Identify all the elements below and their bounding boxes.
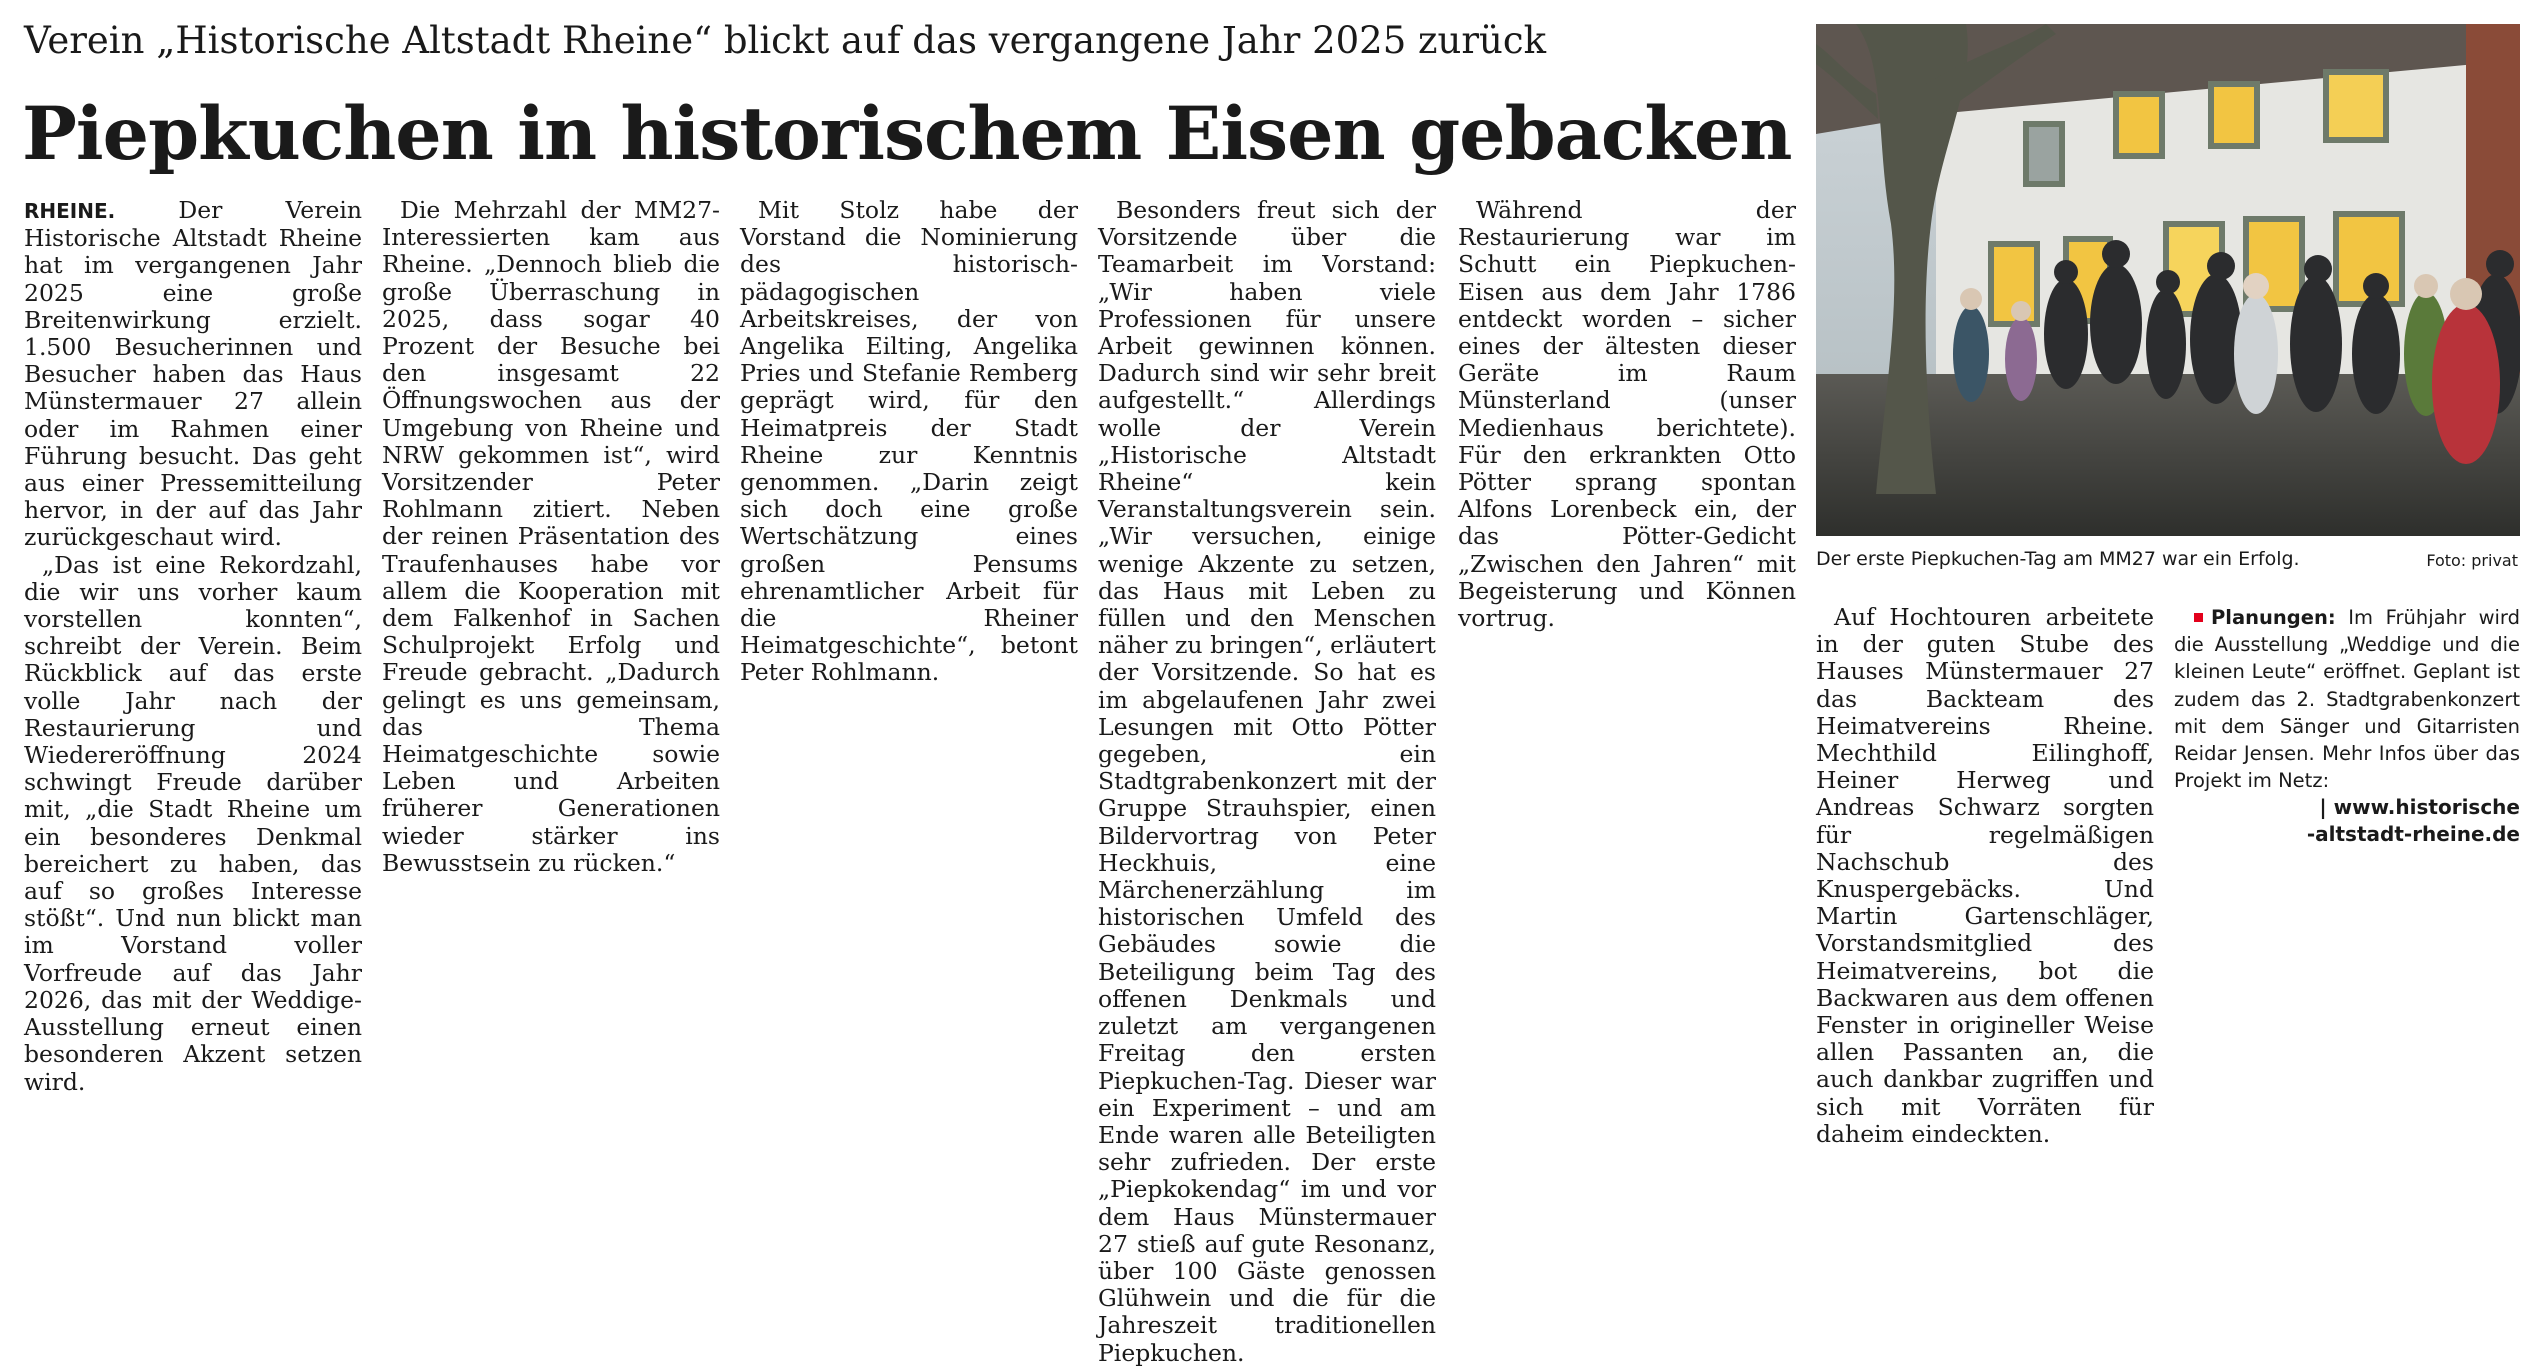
photo-credit: Foto: privat — [2426, 551, 2518, 570]
red-bullet-icon — [2194, 613, 2203, 622]
infobox-label: Planungen: — [2211, 606, 2336, 629]
article-photo — [1816, 24, 2520, 536]
paragraph-7: Auf Hochtouren arbeitete in der guten Stube des Hauses Münstermauer 27 das Backteam des Heimatvereins Rheine. Mechthild Eilinghoff, Heiner Herweg und Andreas Schwarz sorgten für regelmäßigen Nachschub des Knuspergebäcks. Und Martin Gartenschläger, Vorstandsmitglied des Heimatvereins, bot die Backwaren aus dem offenen Fenster in origineller Weise allen Passanten an, die auch dankbar zugriffen und sich mit Vorräten für daheim eindeckten. — [1816, 603, 2154, 1148]
paragraph-3: Die Mehrzahl der MM27-Interessierten kam aus Rheine. „Dennoch blieb die große Überraschung in 2025, dass sogar 40 Prozent der Besuche bei den insgesamt 22 Öffnungswochen aus der Umgebung von Rheine und NRW gekommen ist“, wird Vorsitzender Peter Rohlmann zitiert. Neben der reinen Präsentation des Traufenhauses habe vor allem die Kooperation mit dem Falkenhof in Sachen Schulprojekt Erfolg und Freude gebracht. „Dadurch gelingt es uns gemeinsam, das Thema Heimatgeschichte sowie Leben und Arbeiten früherer Generationen wieder stärker ins Bewusstsein zu rücken.“ — [382, 196, 720, 877]
text-column-3 — [740, 197, 1078, 687]
photo-caption — [1816, 547, 2520, 571]
website-link-line-1[interactable]: | www.historische — [2319, 795, 2520, 820]
paragraph-intro — [24, 197, 362, 552]
planning-infobox — [2174, 604, 2520, 794]
paragraph-4: Mit Stolz habe der Vorstand die Nominierung des historisch-pädagogischen Arbeitskreises, der von Angelika Eilting, Angelika Pries und Stefanie Remberg geprägt wird, für den Heimatpreis der Stadt Rheine zur Kenntnis genommen. „Darin zeigt sich doch eine große Wertschätzung eines großen Pensums ehrenamtlicher Arbeit für die Rheiner Heimatgeschichte“, betont Peter Rohlmann. — [740, 196, 1078, 687]
infobox-text: Im Frühjahr wird die Ausstellung „Weddige und die kleinen Leute“ eröffnet. Geplant ist zudem das 2. Stadtgrabenkonzert mit dem Sänger und Gitarristen Reidar Jensen. Mehr Infos über das Projekt im Netz: — [2174, 606, 2520, 793]
website-link[interactable] — [2174, 794, 2520, 848]
paragraph-6: Während der Restaurierung war im Schutt ein Piepkuchen-Eisen aus dem Jahr 1786 entdeckt worden – sicher eines der ältesten dieser Geräte im Raum Münsterland (unser Medienhaus berichtete). Für den erkrankten Otto Pötter sprang spontan Alfons Lorenbeck ein, der das Pötter-Gedicht „Zwischen den Jahren“ mit Begeisterung und Können vortrug. — [1458, 196, 1796, 633]
text-column-5 — [1458, 197, 1796, 632]
article-kicker: Verein „Historische Altstadt Rheine“ blickt auf das vergangene Jahr 2025 zurück — [24, 19, 1546, 62]
website-link-line-2[interactable]: -altstadt-rheine.de — [2306, 822, 2520, 847]
paragraph-5: Besonders freut sich der Vorsitzende über die Teamarbeit im Vorstand: „Wir haben viele Professionen für unsere Arbeit gewinnen können. Dadurch sind wir sehr breit aufgestellt.“ Allerdings wolle der Verein „Historische Altstadt Rheine“ kein Veranstaltungsverein sein. „Wir versuchen, einige wenige Akzente zu setzen, das Haus mit Leben zu füllen und den Menschen näher zu bringen“, erläutert der Vorsitzende. So hat es im abgelaufenen Jahr zwei Lesungen mit Otto Pötter gegeben, ein Stadtgrabenkonzert mit der Gruppe Strauhspier, einen Bildervortrag von Peter Heckhuis, eine Märchenerzählung im historischen Umfeld des Gebäudes sowie die Beteiligung beim Tag des offenen Denkmals und zuletzt am vergangenen Freitag den ersten Piepkuchen-Tag. Dieser war ein Experiment – und am Ende waren alle Beteiligten sehr zufrieden. Der erste „Piepkokendag“ im und vor dem Haus Münstermauer 27 stieß auf gute Resonanz, über 100 Gäste genossen Glühwein und die für die Jahreszeit traditionellen Piepkuchen. — [1098, 196, 1436, 1367]
text-column-4 — [1098, 197, 1436, 1367]
text-column-6 — [1816, 604, 2154, 1148]
photo-caption-text: Der erste Piepkuchen-Tag am MM27 war ein Erfolg. — [1816, 548, 2300, 570]
paragraph-2: „Das ist eine Rekordzahl, die wir uns vorher kaum vorstellen konnten“, schreibt der Verein. Beim Rückblick auf das erste volle Jahr nach der Restaurierung und Wiedereröffnung 2024 schwingt Freude darüber mit, „die Stadt Rheine um ein besonderes Denkmal bereichert zu haben, das auf so großes Interesse stößt“. Und nun blickt man im Vorstand voller Vorfreude auf das Jahr 2026, das mit der Weddige-Ausstellung erneut einen besonderen Akzent setzen wird. — [24, 550, 362, 1096]
text-column-2 — [382, 197, 720, 877]
dateline: RHEINE. — [24, 199, 116, 223]
photo-illustration — [1816, 24, 2520, 536]
article-headline: Piepkuchen in historischem Eisen gebacken — [22, 91, 1792, 177]
paragraph-intro-text: Der Verein Historische Altstadt Rheine hat im vergangenen Jahr 2025 eine große Breitenwirkung erzielt. 1.500 Besucherinnen und Besucher haben das Haus Münstermauer 27 allein oder im Rahmen einer Führung besucht. Das geht aus einer Pressemitteilung hervor, in der auf das Jahr zurückgeschaut wird. — [24, 196, 362, 552]
text-column-1 — [24, 197, 362, 1096]
text-column-7 — [2174, 604, 2520, 848]
